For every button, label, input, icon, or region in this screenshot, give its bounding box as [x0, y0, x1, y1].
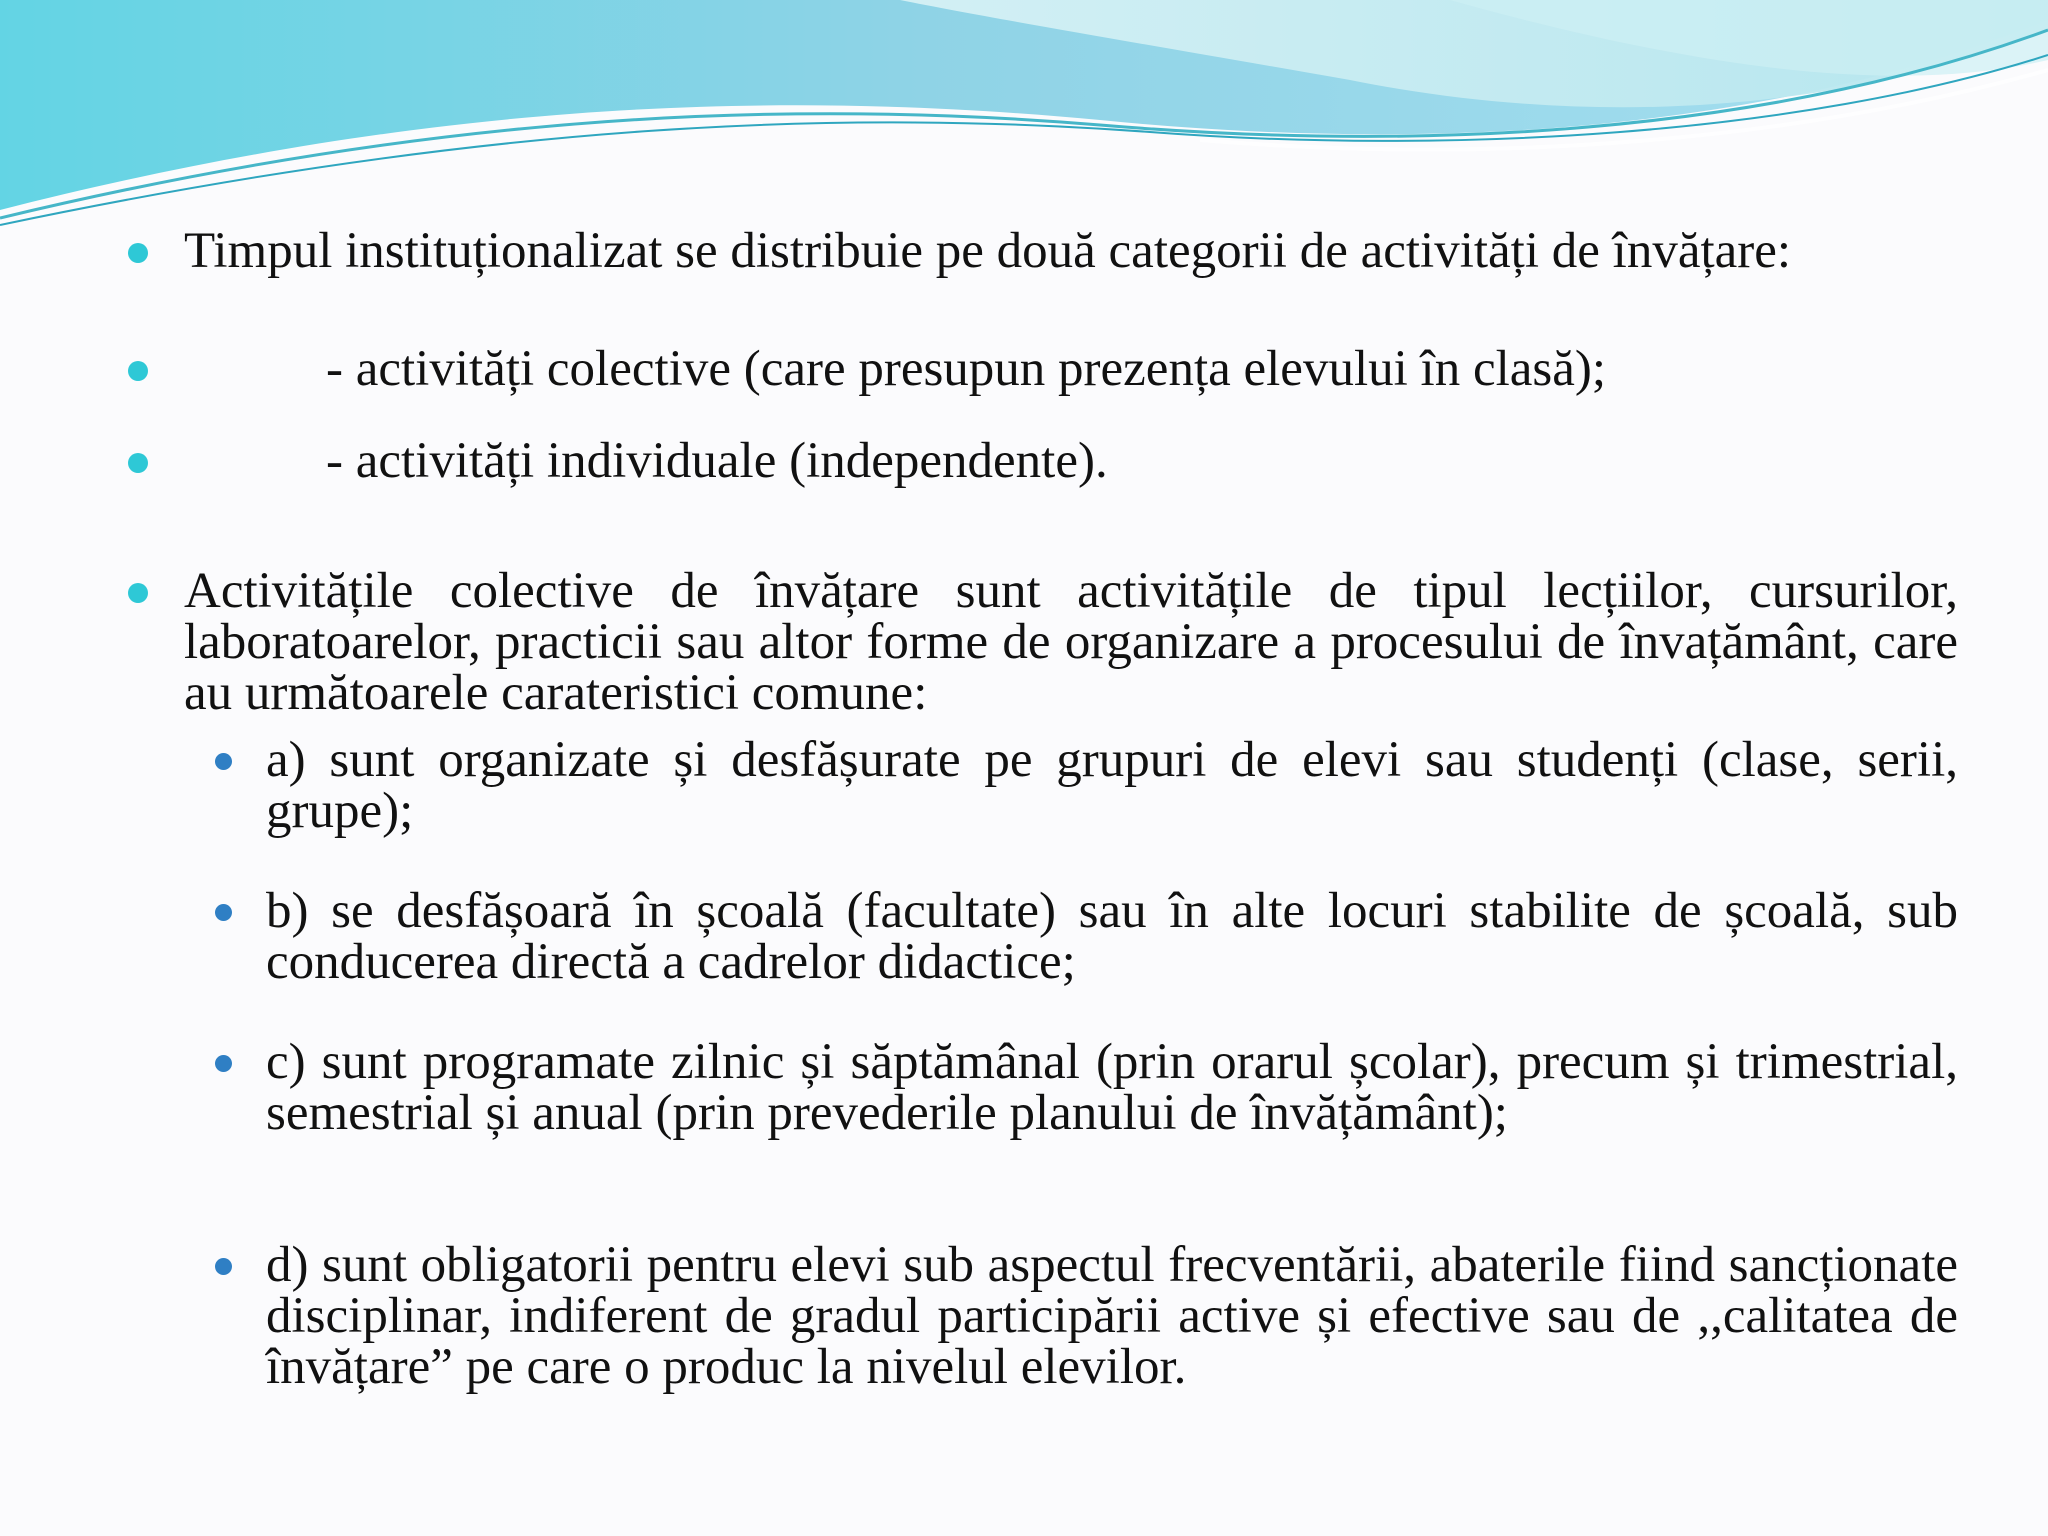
bullet-icon [128, 243, 148, 263]
intro-item-individual: - activități individuale (independente). [326, 433, 1108, 489]
intro-paragraph: Timpul instituționalizat se distribuie pe două categorii de activități de învățare: [184, 223, 1792, 279]
intro-item-collective: - activități colective (care presupun prezența elevului în clasă); [326, 341, 1607, 397]
sub-bullet-icon [215, 904, 232, 921]
sub-bullet-icon [215, 753, 232, 770]
collective-paragraph: Activitățile colective de învățare sunt activitățile de tipul lecțiilor, cursurilor, laboratoarelor, practicii sau altor forme de organizare a procesului de învațământ, care au următoarele carateristici comune: [184, 563, 1958, 721]
bullet-icon [128, 361, 148, 381]
sub-bullet-icon [215, 1258, 232, 1275]
characteristic-a: a) sunt organizate și desfășurate pe grupuri de elevi sau studenți (clase, serii, grupe); [266, 732, 1958, 839]
sub-bullet-icon [215, 1055, 232, 1072]
characteristic-d: d) sunt obligatorii pentru elevi sub aspectul frecventării, abaterile fiind sancționate disciplinar, indiferent de gradul participării active și efective sau de ,,calitatea de învățare” pe care o produc la nivelul elevilor. [266, 1237, 1958, 1395]
bullet-icon [128, 583, 148, 603]
bullet-icon [128, 453, 148, 473]
characteristic-c: c) sunt programate zilnic și săptămânal (prin orarul școlar), precum și trimestrial, semestrial și anual (prin prevederile planului de învățământ); [266, 1034, 1958, 1141]
characteristic-b: b) se desfășoară în școală (facultate) sau în alte locuri stabilite de școală, sub conducerea directă a cadrelor didactice; [266, 883, 1958, 990]
